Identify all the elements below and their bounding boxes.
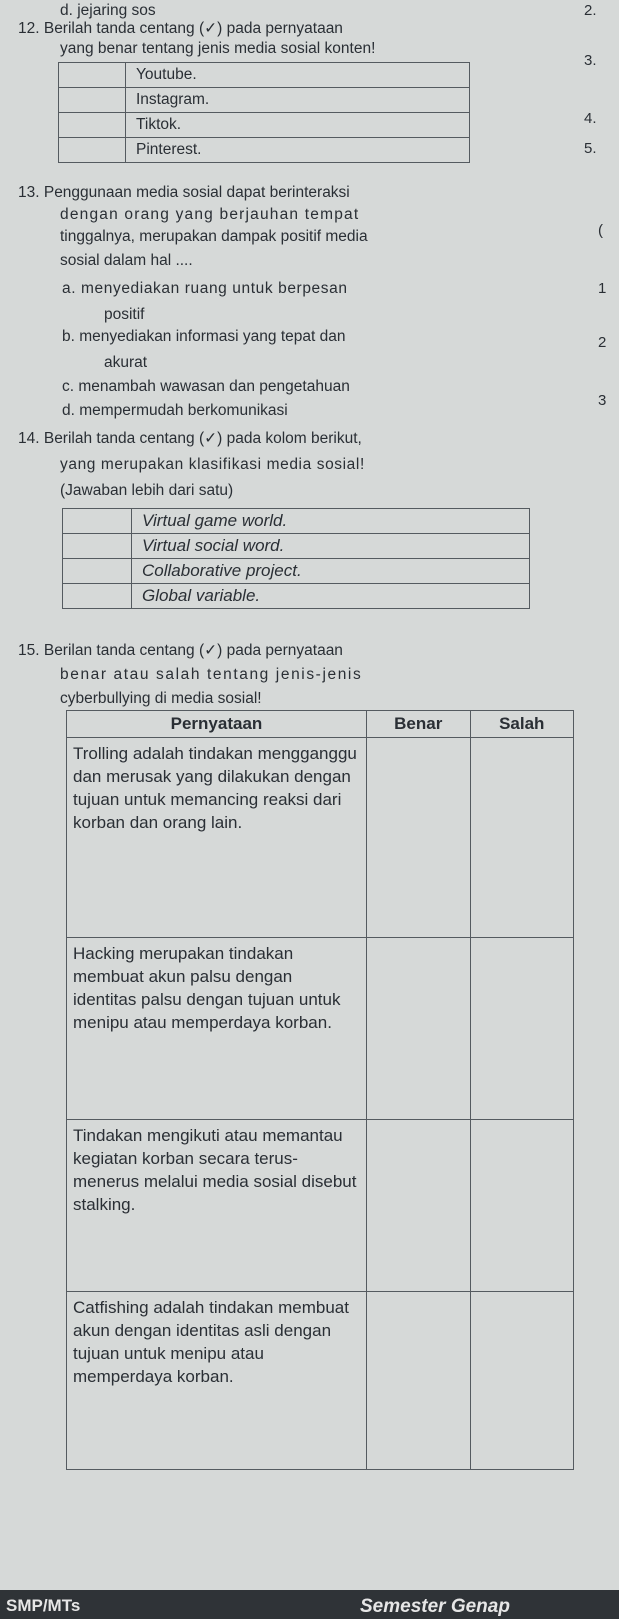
q13-option-b[interactable]: b. menyediakan informasi yang tepat dan [62, 328, 346, 345]
table-row [67, 738, 574, 938]
q13-line2: dengan orang yang berjauhan tempat [60, 206, 360, 223]
q15-line2: benar atau salah tentang jenis-jenis [60, 666, 363, 683]
margin-number-5: 5. [584, 140, 597, 157]
q13-line3: tinggalnya, merupakan dampak positif media [60, 228, 368, 245]
q14-options-table [62, 508, 530, 609]
salah-cell-3[interactable] [470, 1120, 574, 1292]
table-row [59, 113, 470, 138]
q14-checkbox-4[interactable] [63, 584, 132, 609]
table-row [63, 584, 530, 609]
previous-option-d: d. jejaring sos [60, 2, 156, 19]
q14-option-3: Collaborative project. [132, 559, 530, 584]
salah-cell-1[interactable] [470, 738, 574, 938]
q13-option-a[interactable]: a. menyediakan ruang untuk berpesan [62, 280, 348, 297]
statement-hacking: Hacking merupakan tindakan membuat akun palsu dengan identitas palsu dengan tujuan untuk menipu atau memperdaya korban. [67, 938, 367, 1120]
q13-option-d[interactable]: d. mempermudah berkomunikasi [62, 402, 288, 419]
salah-cell-4[interactable] [470, 1292, 574, 1470]
q12-checkbox-3[interactable] [59, 113, 126, 138]
q12-option-4: Pinterest. [126, 138, 470, 163]
q12-option-3: Tiktok. [126, 113, 470, 138]
q12-line2: yang benar tentang jenis media sosial konten! [60, 40, 376, 57]
statement-trolling: Trolling adalah tindakan mengganggu dan merusak yang dilakukan dengan tujuan untuk memancing reaksi dari korban dan orang lain. [67, 738, 367, 938]
header-pernyataan: Pernyataan [67, 711, 367, 738]
q12-option-2: Instagram. [126, 88, 470, 113]
table-row [59, 88, 470, 113]
q14-checkbox-1[interactable] [63, 509, 132, 534]
q12-option-1: Youtube. [126, 63, 470, 88]
margin-item-2: 2 [598, 334, 607, 351]
q13-line1: 13. Penggunaan media sosial dapat berinteraksi [18, 184, 350, 201]
salah-cell-2[interactable] [470, 938, 574, 1120]
footer-semester: Semester Genap [360, 1596, 510, 1617]
table-row [67, 938, 574, 1120]
table-row [67, 1292, 574, 1470]
table-row [59, 138, 470, 163]
q15-line3: cyberbullying di media sosial! [60, 690, 262, 707]
statement-stalking: Tindakan mengikuti atau memantau kegiatan korban secara terus-menerus melalui media sosial disebut stalking. [67, 1120, 367, 1292]
q13-option-c[interactable]: c. menambah wawasan dan pengetahuan [62, 378, 350, 395]
margin-number-3: 3. [584, 52, 597, 69]
benar-cell-4[interactable] [366, 1292, 470, 1470]
q14-option-2: Virtual social word. [132, 534, 530, 559]
table-row [59, 63, 470, 88]
q14-line1: 14. Berilah tanda centang (✓) pada kolom berikut, [18, 430, 362, 447]
q12-checkbox-4[interactable] [59, 138, 126, 163]
q13-line4: sosial dalam hal .... [60, 252, 193, 269]
q12-checkbox-1[interactable] [59, 63, 126, 88]
q13-option-b-cont: akurat [104, 354, 148, 371]
q15-statement-table [66, 710, 574, 1470]
margin-number-2: 2. [584, 2, 597, 19]
q14-option-4: Global variable. [132, 584, 530, 609]
margin-number-4: 4. [584, 110, 597, 127]
table-row [63, 509, 530, 534]
benar-cell-2[interactable] [366, 938, 470, 1120]
margin-bracket: ( [598, 222, 603, 239]
statement-catfishing: Catfishing adalah tindakan membuat akun dengan identitas asli dengan tujuan untuk menipu atau memperdaya korban. [67, 1292, 367, 1470]
header-benar: Benar [366, 711, 470, 738]
table-row [63, 534, 530, 559]
q15-line1: 15. Berilan tanda centang (✓) pada pernyataan [18, 642, 343, 659]
q13-option-a-cont: positif [104, 306, 145, 323]
header-salah: Salah [470, 711, 574, 738]
q14-option-1: Virtual game world. [132, 509, 530, 534]
q12-checkbox-2[interactable] [59, 88, 126, 113]
table-row [67, 1120, 574, 1292]
footer-school-level: SMP/MTs [6, 1596, 81, 1615]
page-footer [0, 1590, 619, 1619]
q12-line1: 12. Berilah tanda centang (✓) pada pernyataan [18, 20, 343, 37]
q12-options-table [58, 62, 470, 163]
q14-line3: (Jawaban lebih dari satu) [60, 482, 234, 499]
q14-line2: yang merupakan klasifikasi media sosial! [60, 456, 365, 473]
q14-checkbox-3[interactable] [63, 559, 132, 584]
benar-cell-1[interactable] [366, 738, 470, 938]
table-row [63, 559, 530, 584]
margin-item-3: 3 [598, 392, 607, 409]
benar-cell-3[interactable] [366, 1120, 470, 1292]
q14-checkbox-2[interactable] [63, 534, 132, 559]
table-header-row [67, 711, 574, 738]
margin-item-1: 1 [598, 280, 607, 297]
